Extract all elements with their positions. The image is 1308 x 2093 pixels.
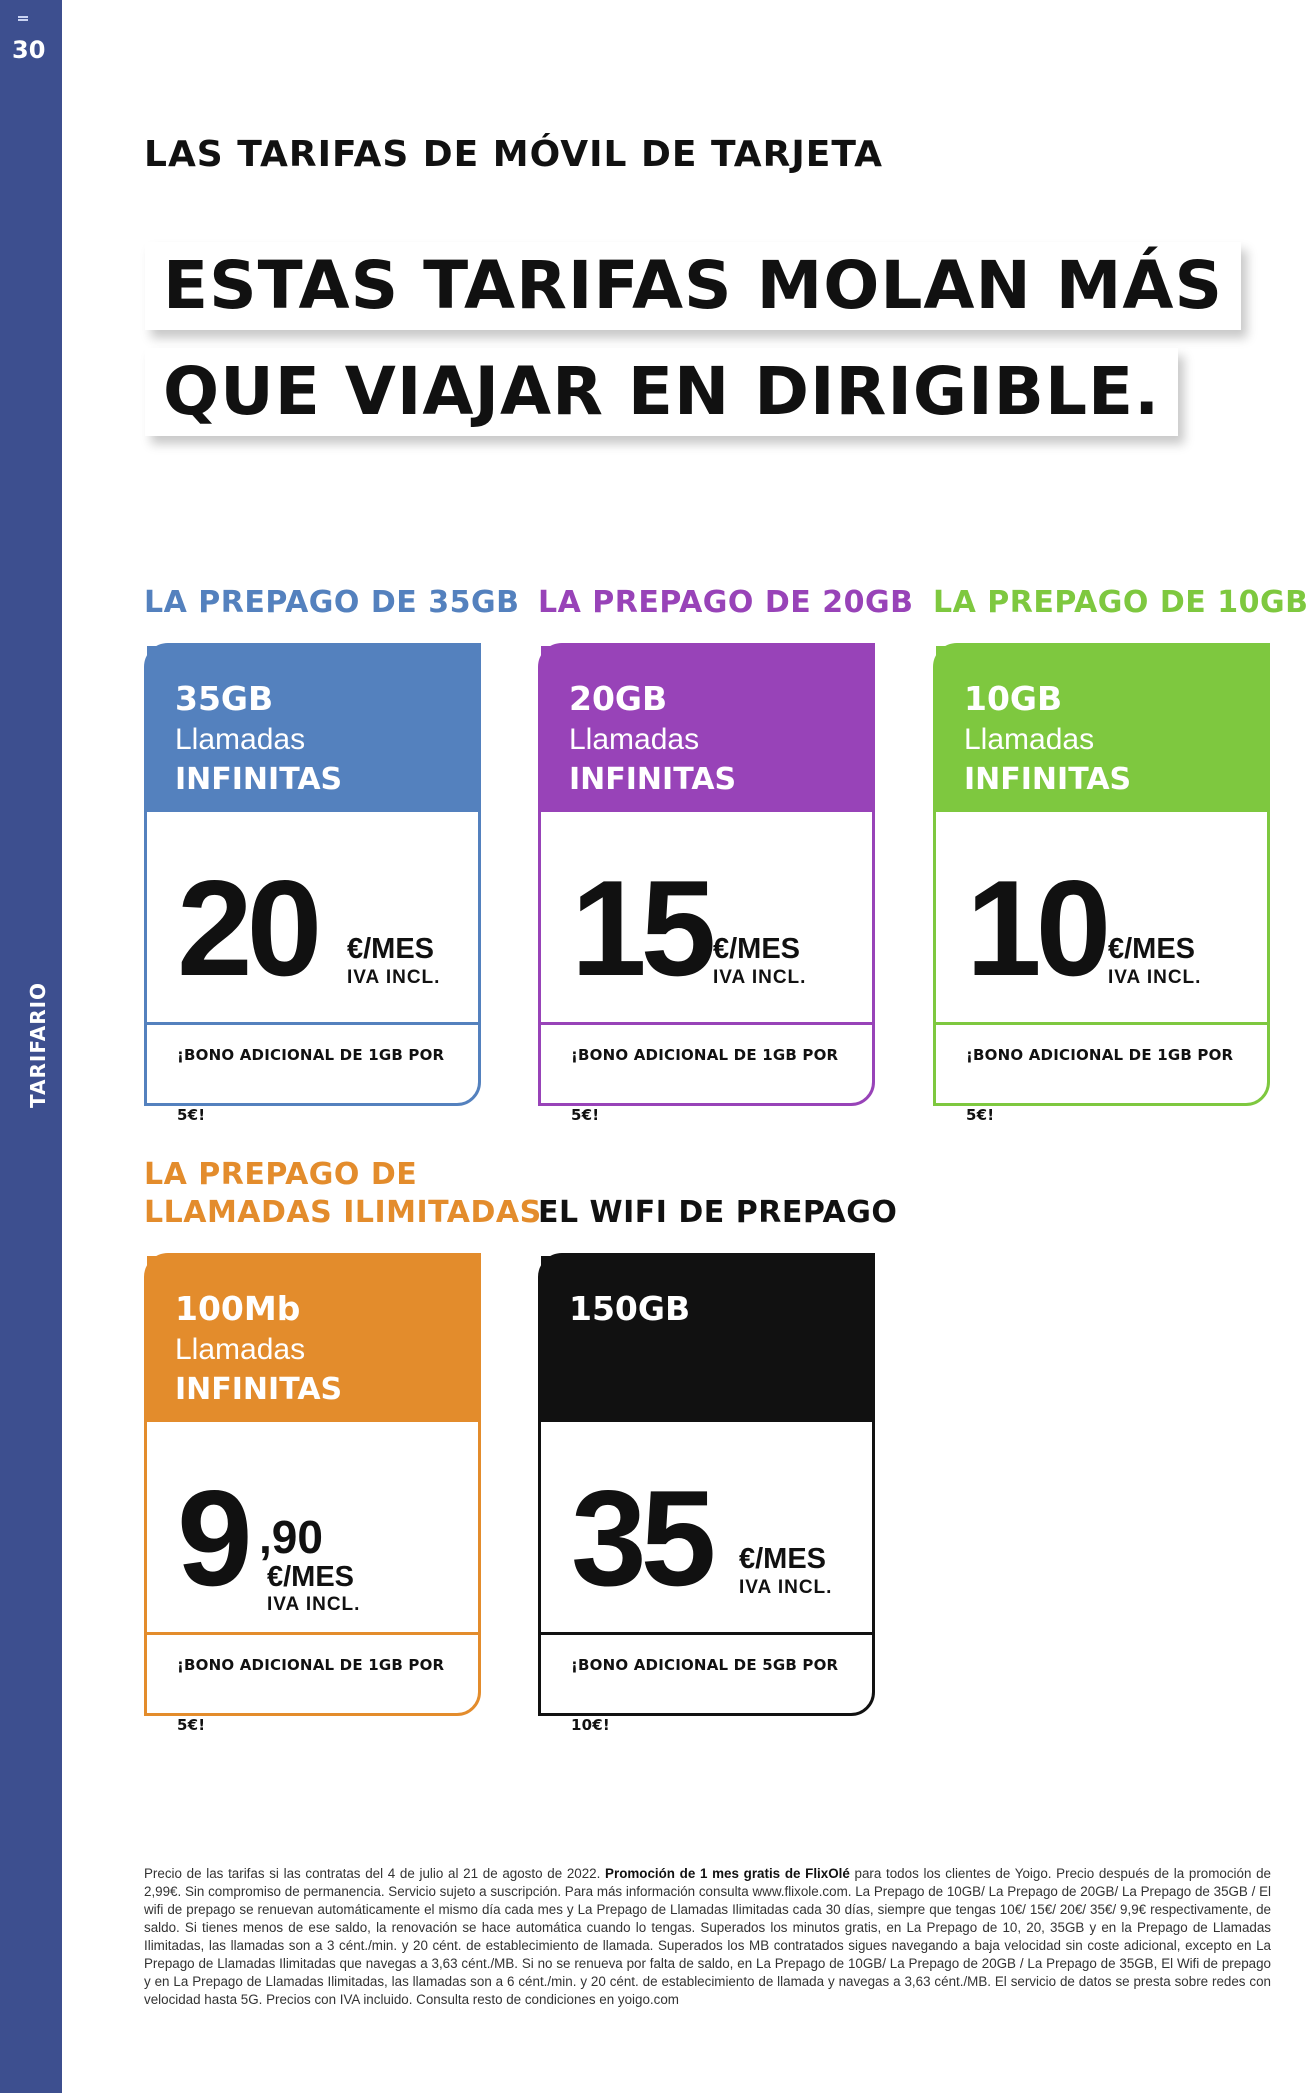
sidebar bbox=[0, 0, 62, 2093]
headline-line-1: ESTAS TARIFAS MOLAN MÁS bbox=[145, 242, 1241, 330]
card-header bbox=[147, 646, 478, 812]
card-header bbox=[936, 646, 1267, 812]
calls-strong: INFINITAS bbox=[964, 762, 1132, 797]
price-amount: 15 bbox=[571, 852, 711, 1004]
price-iva: IVA INCL. bbox=[267, 1594, 361, 1615]
data-allowance: 150GB bbox=[569, 1289, 691, 1328]
calls-prefix: Llamadas bbox=[175, 1333, 306, 1366]
plan-card-llamadas bbox=[144, 1253, 481, 1734]
price-block bbox=[936, 812, 1267, 1025]
calls-prefix: Llamadas bbox=[175, 723, 306, 756]
section-title: LAS TARIFAS DE MÓVIL DE TARJETA bbox=[144, 134, 883, 175]
bono-text: ¡BONO ADICIONAL DE 5GB POR 10€! bbox=[571, 1656, 839, 1734]
calls-strong: INFINITAS bbox=[175, 762, 343, 797]
data-allowance: 100Mb bbox=[175, 1289, 301, 1328]
price-block bbox=[541, 1422, 872, 1635]
price-iva: IVA INCL. bbox=[739, 1577, 833, 1598]
price-iva: IVA INCL. bbox=[1108, 967, 1202, 988]
price-block bbox=[147, 812, 478, 1025]
price-iva: IVA INCL. bbox=[347, 967, 441, 988]
plan-card-10gb bbox=[933, 643, 1270, 1124]
bono-text: ¡BONO ADICIONAL DE 1GB POR 5€! bbox=[571, 1046, 839, 1124]
section-label: TARIFARIO bbox=[26, 981, 50, 1109]
price-amount: 20 bbox=[177, 852, 317, 1004]
calls-strong: INFINITAS bbox=[175, 1372, 343, 1407]
price-unit: €/MES bbox=[713, 933, 801, 965]
flag-icon bbox=[18, 16, 28, 24]
calls-label bbox=[964, 720, 1267, 800]
card-header bbox=[541, 1256, 872, 1422]
plan-title-20gb: LA PREPAGO DE 20GB bbox=[538, 585, 914, 620]
price-unit: €/MES bbox=[739, 1543, 827, 1575]
legal-part-2: para todos los clientes de Yoigo. Precio después de la promoción de 2,99€. Sin compromiso de permanencia. Servicio sujeto a suscripción. Para más información consulta www.flixole.com. La Prepago de 10GB/ La Prepago de 20GB/ La Prepago de 35GB / El wifi de prepago se renuevan automáticamente el mismo día cada mes y La Prepago de Llamadas Ilimitadas cada 30 días, siempre que tengas 10€/ 15€/ 20€/ 35€/ 9,9€ respectivamente, de saldo. Si tienes menos de ese saldo, la renovación se hace automática cuando lo tengas. Superados los minutos gratis, en La Prepago de 10, 20, 35GB y en la Prepago de Llamadas Ilimitadas, las llamadas son a 3 cént./min. y 20 cént. de establecimiento de llamada. Superados los MB contratados sigues navegando a baja velocidad sin coste adicional, excepto en La Prepago de Llamadas Ilimitadas que navegas a 3,63 cént./MB. Si no se renueva por falta de saldo, en La Prepago de 10GB/ La Prepago de 20GB / La Prepago de 35GB, El Wifi de prepago y en La Prepago de Llamadas Ilimitadas, las llamadas son a 6 cént./min. y 20 cént. de establecimiento de llamada y navegas a 3,63 cént./MB. El servicio de datos se presta sobre redes con velocidad hasta 5G. Precios con IVA incluido. Consulta resto de condiciones en yoigo.com bbox=[144, 1866, 1271, 2007]
card-header bbox=[541, 646, 872, 812]
plan-title-wifi: EL WIFI DE PREPAGO bbox=[538, 1195, 898, 1230]
plan-title-35gb: LA PREPAGO DE 35GB bbox=[144, 585, 520, 620]
price-amount: 9 bbox=[177, 1462, 247, 1614]
price-block bbox=[147, 1422, 478, 1635]
price-amount: 35 bbox=[571, 1462, 711, 1614]
calls-prefix: Llamadas bbox=[569, 723, 700, 756]
plan-card-20gb bbox=[538, 643, 875, 1124]
headline-line-2: QUE VIAJAR EN DIRIGIBLE. bbox=[145, 348, 1178, 436]
plan-title-llamadas bbox=[144, 1156, 542, 1232]
data-allowance: 10GB bbox=[964, 679, 1063, 718]
legal-part-1: Precio de las tarifas si las contratas del 4 de julio al 21 de agosto de 2022. bbox=[144, 1866, 606, 1881]
card-header bbox=[147, 1256, 478, 1422]
data-allowance: 20GB bbox=[569, 679, 668, 718]
data-allowance: 35GB bbox=[175, 679, 274, 718]
plan-title-10gb: LA PREPAGO DE 10GB bbox=[933, 585, 1308, 620]
price-unit: €/MES bbox=[347, 933, 435, 965]
legal-bold: Promoción de 1 mes gratis de FlixOlé bbox=[605, 1866, 850, 1881]
price-unit: €/MES bbox=[1108, 933, 1196, 965]
bono-text: ¡BONO ADICIONAL DE 1GB POR 5€! bbox=[177, 1046, 445, 1124]
price-unit: €/MES bbox=[267, 1561, 355, 1593]
calls-prefix: Llamadas bbox=[964, 723, 1095, 756]
price-cents: ,90 bbox=[259, 1511, 323, 1563]
calls-label bbox=[175, 1330, 478, 1410]
price-iva: IVA INCL. bbox=[713, 967, 807, 988]
bono-text: ¡BONO ADICIONAL DE 1GB POR 5€! bbox=[177, 1656, 445, 1734]
plan-card-35gb bbox=[144, 643, 481, 1124]
legal-text bbox=[144, 1865, 1271, 2009]
calls-strong: INFINITAS bbox=[569, 762, 737, 797]
plan-title-line-1: LA PREPAGO DE bbox=[144, 1157, 418, 1192]
calls-label bbox=[569, 720, 872, 800]
calls-label bbox=[175, 720, 478, 800]
page-number: 30 bbox=[12, 36, 46, 64]
price-amount: 10 bbox=[966, 852, 1106, 1004]
bono-text: ¡BONO ADICIONAL DE 1GB POR 5€! bbox=[966, 1046, 1234, 1124]
price-block bbox=[541, 812, 872, 1025]
plan-title-line-2: LLAMADAS ILIMITADAS bbox=[144, 1195, 542, 1230]
plan-card-wifi bbox=[538, 1253, 875, 1734]
